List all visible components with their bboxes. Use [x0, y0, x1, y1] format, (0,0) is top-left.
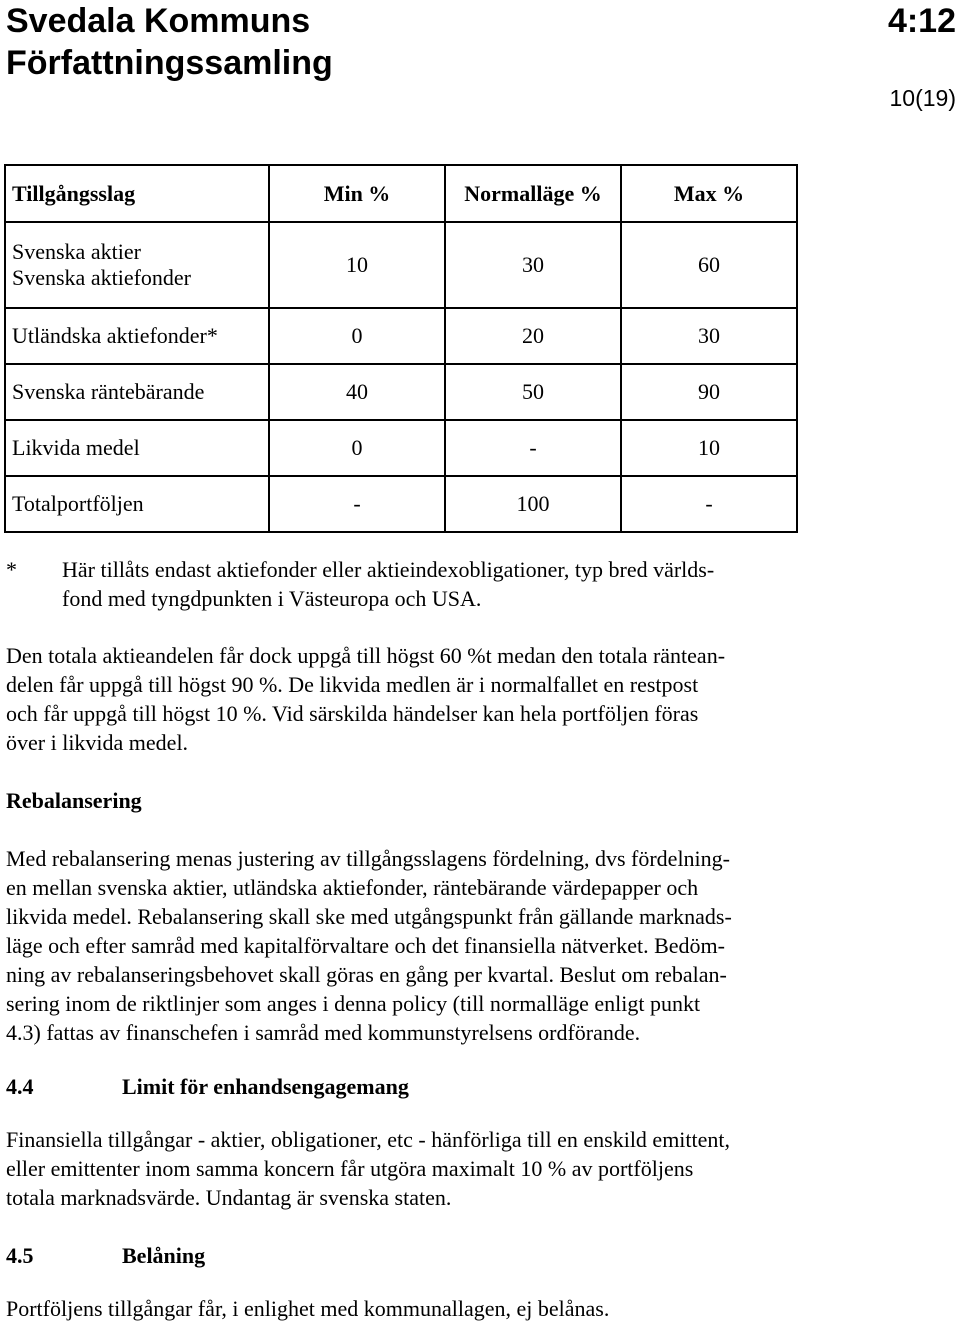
- normal-cell: 20: [445, 308, 621, 364]
- min-cell: 10: [269, 222, 445, 308]
- allocation-table: [4, 164, 798, 533]
- table-row: [5, 308, 797, 364]
- asset-cell: Svenska räntebärande: [5, 364, 269, 420]
- text-line: Finansiella tillgångar - aktier, obligationer, etc - hänförliga till en enskild emittent,: [6, 1127, 731, 1152]
- min-cell: 40: [269, 364, 445, 420]
- max-cell: 10: [621, 420, 797, 476]
- min-cell: 0: [269, 308, 445, 364]
- text-line: Med rebalansering menas justering av tillgångsslagens fördelning, dvs fördelning-: [6, 846, 730, 871]
- text-line: en mellan svenska aktier, utländska aktiefonder, räntebärande värdepapper och: [6, 875, 699, 900]
- normal-cell: 30: [445, 222, 621, 308]
- page-number: 10(19): [889, 85, 956, 111]
- header-normal: Normalläge %: [445, 165, 621, 222]
- header-max: Max %: [621, 165, 797, 222]
- section-4-5-paragraph: [6, 1294, 806, 1323]
- text-line: och får uppgå till högst 10 %. Vid särskilda händelser kan hela portföljen föras: [6, 701, 699, 726]
- text-line: sering inom de riktlinjer som anges i denna policy (till normalläge enligt punkt: [6, 991, 701, 1016]
- rebalansering-paragraph: [6, 844, 806, 1047]
- normal-cell: 50: [445, 364, 621, 420]
- asset-cell: Likvida medel: [5, 420, 269, 476]
- asset-line: Svenska aktiefonder: [12, 265, 191, 290]
- text-line: eller emittenter inom samma koncern får utgöra maximalt 10 % av portföljens: [6, 1156, 694, 1181]
- rebalansering-heading: Rebalansering: [6, 788, 142, 813]
- asset-cell: [5, 222, 269, 308]
- footnote-text: [62, 555, 792, 613]
- text-line: ning av rebalanseringsbehovet skall göras en gång per kvartal. Beslut om rebalan-: [6, 962, 727, 987]
- section-4-4-number: 4.4: [6, 1074, 34, 1099]
- asset-cell: Totalportföljen: [5, 476, 269, 532]
- document-code: 4:12: [887, 2, 956, 40]
- text-line: över i likvida medel.: [6, 730, 189, 755]
- title-line-1: Svedala Kommuns: [6, 2, 311, 40]
- document-title: [6, 0, 333, 84]
- text-line: delen får uppgå till högst 90 %. De likvida medlen är i normalfallet en restpost: [6, 672, 699, 697]
- section-4-5-title: Belåning: [122, 1243, 206, 1268]
- normal-cell: -: [445, 420, 621, 476]
- table-header-row: [5, 165, 797, 222]
- title-line-2: Författningssamling: [6, 44, 333, 82]
- max-cell: 90: [621, 364, 797, 420]
- text-line: Portföljens tillgångar får, i enlighet med kommunallagen, ej belånas.: [6, 1296, 610, 1321]
- text-line: 4.3) fattas av finanschefen i samråd med kommunstyrelsens ordförande.: [6, 1020, 641, 1045]
- max-cell: 60: [621, 222, 797, 308]
- asset-line: Svenska aktier: [12, 239, 141, 264]
- table-row: [5, 364, 797, 420]
- section-4-4-paragraph: [6, 1125, 836, 1212]
- text-line: totala marknadsvärde. Undantag är svenska staten.: [6, 1185, 452, 1210]
- text-line: likvida medel. Rebalansering skall ske med utgångspunkt från gällande marknads-: [6, 904, 732, 929]
- min-cell: -: [269, 476, 445, 532]
- footnote-line: fond med tyngdpunkten i Västeuropa och USA.: [62, 586, 482, 611]
- max-cell: 30: [621, 308, 797, 364]
- text-line: läge och efter samråd med kapitalförvaltare och det finansiella nätverket. Bedöm-: [6, 933, 725, 958]
- normal-cell: 100: [445, 476, 621, 532]
- asset-cell: Utländska aktiefonder*: [5, 308, 269, 364]
- section-4-5-number: 4.5: [6, 1243, 34, 1268]
- min-cell: 0: [269, 420, 445, 476]
- section-4-4-title: Limit för enhandsengagemang: [122, 1074, 409, 1099]
- text-line: Den totala aktieandelen får dock uppgå till högst 60 %t medan den totala räntean-: [6, 643, 726, 668]
- table-row: [5, 222, 797, 308]
- table-row: [5, 420, 797, 476]
- max-cell: -: [621, 476, 797, 532]
- allocation-paragraph: [6, 641, 806, 757]
- header-asset-class: Tillgångsslag: [5, 165, 269, 222]
- footnote-line: Här tillåts endast aktiefonder eller aktieindexobligationer, typ bred världs-: [62, 557, 715, 582]
- table-row: [5, 476, 797, 532]
- header-min: Min %: [269, 165, 445, 222]
- footnote-marker: *: [6, 557, 17, 582]
